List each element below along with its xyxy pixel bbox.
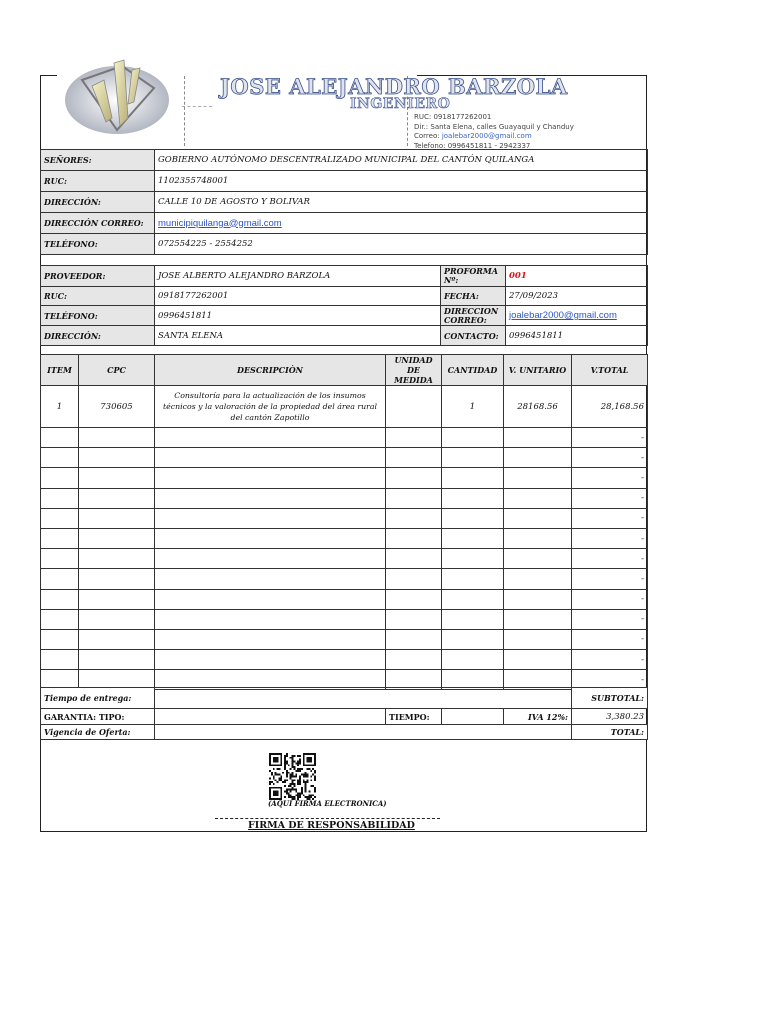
empty-cell [79, 589, 155, 609]
empty-cell [504, 549, 572, 569]
total-label: TOTAL: [572, 725, 648, 740]
item-total: - [572, 569, 648, 589]
company-name: JOSE ALEJANDRO BARZOLA [220, 74, 568, 99]
client-ruc-value: 1102355748001 [155, 171, 648, 192]
empty-cell [504, 468, 572, 488]
header-item: ITEM [41, 355, 79, 386]
table-row [41, 650, 648, 670]
proforma-value: 001 [506, 266, 648, 287]
provider-telefono-label: TELÉFONO: [41, 306, 155, 326]
empty-cell [41, 589, 79, 609]
empty-cell [386, 448, 442, 468]
empty-cell [79, 549, 155, 569]
empty-cell [79, 448, 155, 468]
header-total: V.TOTAL [572, 355, 648, 386]
client-row-ruc [41, 171, 648, 192]
item-total: - [572, 468, 648, 488]
company-phone: Telefono: 0996451811 - 2942337 [414, 141, 531, 150]
provider-row-1 [41, 266, 648, 287]
empty-cell [41, 629, 79, 649]
header-cantidad: CANTIDAD [442, 355, 504, 386]
table-row [41, 569, 648, 589]
item-total: - [572, 448, 648, 468]
item-total: - [572, 629, 648, 649]
garantia-value [155, 709, 386, 725]
item-unidad [386, 386, 442, 428]
provider-email-link[interactable]: joalebar2000@gmail.com [509, 310, 617, 321]
empty-cell [442, 488, 504, 508]
table-row [41, 609, 648, 629]
table-row [41, 488, 648, 508]
entrega-label: Tiempo de entrega: [41, 688, 155, 709]
company-email[interactable]: joalebar2000@gmail.com [441, 132, 532, 140]
empty-cell [41, 569, 79, 589]
garantia-label: GARANTIA: TIPO: [41, 709, 155, 725]
proforma-label: PROFORMA Nº: [441, 266, 506, 287]
senores-value: GOBIERNO AUTÓNOMO DESCENTRALIZADO MUNICIPAL DEL CANTÓN QUILANGA [155, 150, 648, 171]
empty-cell [155, 508, 386, 528]
items-header-row [41, 355, 648, 386]
electronic-signature-note: (AQUI FIRMA ELECTRONICA) [268, 799, 387, 808]
empty-cell [442, 589, 504, 609]
empty-cell [155, 629, 386, 649]
empty-cell [442, 609, 504, 629]
empty-cell [386, 569, 442, 589]
entrega-value [155, 688, 572, 709]
provider-row-2 [41, 287, 648, 306]
qr-code [268, 753, 317, 800]
empty-cell [442, 448, 504, 468]
empty-cell [504, 508, 572, 528]
empty-cell [504, 569, 572, 589]
empty-cell [504, 589, 572, 609]
contacto-label: CONTACTO: [441, 326, 506, 346]
empty-cell [79, 488, 155, 508]
company-address: Dir.: Santa Elena, calles Guayaquil y Chanduy [414, 122, 574, 131]
client-row-telefono [41, 234, 648, 255]
empty-cell [386, 488, 442, 508]
empty-cell [504, 488, 572, 508]
client-email-link[interactable]: municipiquilanga@gmail.com [158, 217, 282, 229]
item-total: - [572, 428, 648, 448]
empty-cell [504, 448, 572, 468]
item-total: - [572, 589, 648, 609]
provider-ruc-value: 0918177262001 [155, 287, 441, 306]
table-row [41, 528, 648, 548]
company-title: INGENIERO [350, 96, 451, 112]
provider-direccion-label: DIRECCIÓN: [41, 326, 155, 346]
client-ruc-label: RUC: [41, 171, 155, 192]
signature-label: FIRMA DE RESPONSABILIDAD [248, 820, 415, 831]
empty-cell [442, 528, 504, 548]
table-row [41, 508, 648, 528]
empty-cell [155, 549, 386, 569]
empty-cell [155, 569, 386, 589]
company-email-line: Correo: joalebar2000@gmail.com [414, 132, 532, 140]
client-row-direccion [41, 192, 648, 213]
table-row [41, 428, 648, 448]
provider-direccion-value: SANTA ELENA [155, 326, 441, 346]
empty-cell [79, 468, 155, 488]
item-cantidad: 1 [442, 386, 504, 428]
empty-cell [155, 609, 386, 629]
empty-cell [79, 428, 155, 448]
empty-cell [442, 549, 504, 569]
empty-cell [504, 650, 572, 670]
item-descripcion: Consultoría para la actualización de los insumos técnicos y la valoración de la propiedad del área rural del cantón Zapotillo [155, 386, 386, 428]
empty-cell [79, 508, 155, 528]
table-row [41, 448, 648, 468]
client-telefono-value: 072554225 - 2554252 [155, 234, 648, 255]
company-logo [62, 58, 172, 148]
proveedor-label: PROVEEDOR: [41, 266, 155, 287]
provider-ruc-label: RUC: [41, 287, 155, 306]
client-correo-label: DIRECCIÓN CORREO: [41, 213, 155, 234]
item-total: - [572, 508, 648, 528]
empty-cell [155, 488, 386, 508]
empty-cell [386, 629, 442, 649]
empty-cell [386, 468, 442, 488]
empty-cell [442, 650, 504, 670]
empty-cell [442, 428, 504, 448]
company-ruc: RUC: 0918177262001 [414, 113, 492, 121]
empty-cell [79, 528, 155, 548]
senores-label: SEÑORES: [41, 150, 155, 171]
empty-cell [41, 508, 79, 528]
empty-cell [155, 650, 386, 670]
client-row-senores [41, 150, 648, 171]
iva-value: 3,380.23 [572, 709, 648, 725]
empty-cell [41, 448, 79, 468]
item-cpc: 730605 [79, 386, 155, 428]
client-table [40, 149, 648, 255]
item-total: - [572, 609, 648, 629]
empty-cell [155, 448, 386, 468]
empty-cell [155, 589, 386, 609]
empty-cell [41, 528, 79, 548]
header-cpc: CPC [79, 355, 155, 386]
item-total: - [572, 488, 648, 508]
empty-cell [442, 468, 504, 488]
provider-row-3 [41, 306, 648, 326]
client-direccion-value: CALLE 10 DE AGOSTO Y BOLIVAR [155, 192, 648, 213]
empty-cell [79, 629, 155, 649]
empty-cell [442, 508, 504, 528]
client-row-correo [41, 213, 648, 234]
provider-correo-cell [506, 306, 648, 326]
header-unidad: UNIDAD DE MEDIDA [386, 355, 442, 386]
provider-row-4 [41, 326, 648, 346]
totals-row-total [41, 725, 648, 740]
provider-table [40, 265, 648, 346]
table-row [41, 629, 648, 649]
iva-label: IVA 12%: [504, 709, 572, 725]
contacto-value: 0996451811 [506, 326, 648, 346]
vigencia-label: Vigencia de Oferta: [41, 725, 155, 740]
empty-cell [41, 488, 79, 508]
empty-cell [386, 650, 442, 670]
table-row [41, 549, 648, 569]
totals-table [40, 687, 648, 740]
item-total: - [572, 650, 648, 670]
subtotal-label: SUBTOTAL: [572, 688, 648, 709]
empty-cell [504, 609, 572, 629]
table-row [41, 468, 648, 488]
fecha-value: 27/09/2023 [506, 287, 648, 306]
proveedor-value: JOSE ALBERTO ALEJANDRO BARZOLA [155, 266, 441, 287]
empty-cell [79, 569, 155, 589]
table-row [41, 386, 648, 428]
totals-row-iva [41, 709, 648, 725]
empty-cell [386, 609, 442, 629]
signature-line [215, 818, 440, 819]
client-correo-cell [155, 213, 648, 234]
empty-cell [41, 468, 79, 488]
empty-cell [504, 428, 572, 448]
empty-cell [155, 528, 386, 548]
items-table [40, 354, 648, 690]
company-info [414, 113, 574, 151]
empty-cell [41, 428, 79, 448]
fecha-label: FECHA: [441, 287, 506, 306]
item-number: 1 [41, 386, 79, 428]
empty-cell [504, 528, 572, 548]
empty-cell [386, 428, 442, 448]
empty-cell [442, 629, 504, 649]
empty-cell [386, 528, 442, 548]
tiempo-label: TIEMPO: [386, 709, 442, 725]
empty-cell [155, 428, 386, 448]
empty-cell [155, 468, 386, 488]
empty-cell [386, 549, 442, 569]
empty-cell [79, 609, 155, 629]
empty-cell [41, 549, 79, 569]
tiempo-value [442, 709, 504, 725]
empty-cell [442, 569, 504, 589]
empty-cell [41, 650, 79, 670]
empty-cell [386, 589, 442, 609]
empty-cell [504, 629, 572, 649]
totals-row-subtotal [41, 688, 648, 709]
item-total: 28,168.56 [572, 386, 648, 428]
provider-correo-label: DIRECCION CORREO: [441, 306, 506, 326]
item-total: - [572, 670, 648, 690]
table-row [41, 589, 648, 609]
empty-cell [41, 609, 79, 629]
provider-telefono-value: 0996451811 [155, 306, 441, 326]
client-telefono-label: TELÉFONO: [41, 234, 155, 255]
empty-cell [386, 508, 442, 528]
header-descripcion: DESCRIPCIÒN [155, 355, 386, 386]
empty-cell [79, 650, 155, 670]
header-unitario: V. UNITARIO [504, 355, 572, 386]
item-total: - [572, 528, 648, 548]
vigencia-value [155, 725, 572, 740]
item-total: - [572, 549, 648, 569]
client-direccion-label: DIRECCIÓN: [41, 192, 155, 213]
item-unitario: 28168.56 [504, 386, 572, 428]
